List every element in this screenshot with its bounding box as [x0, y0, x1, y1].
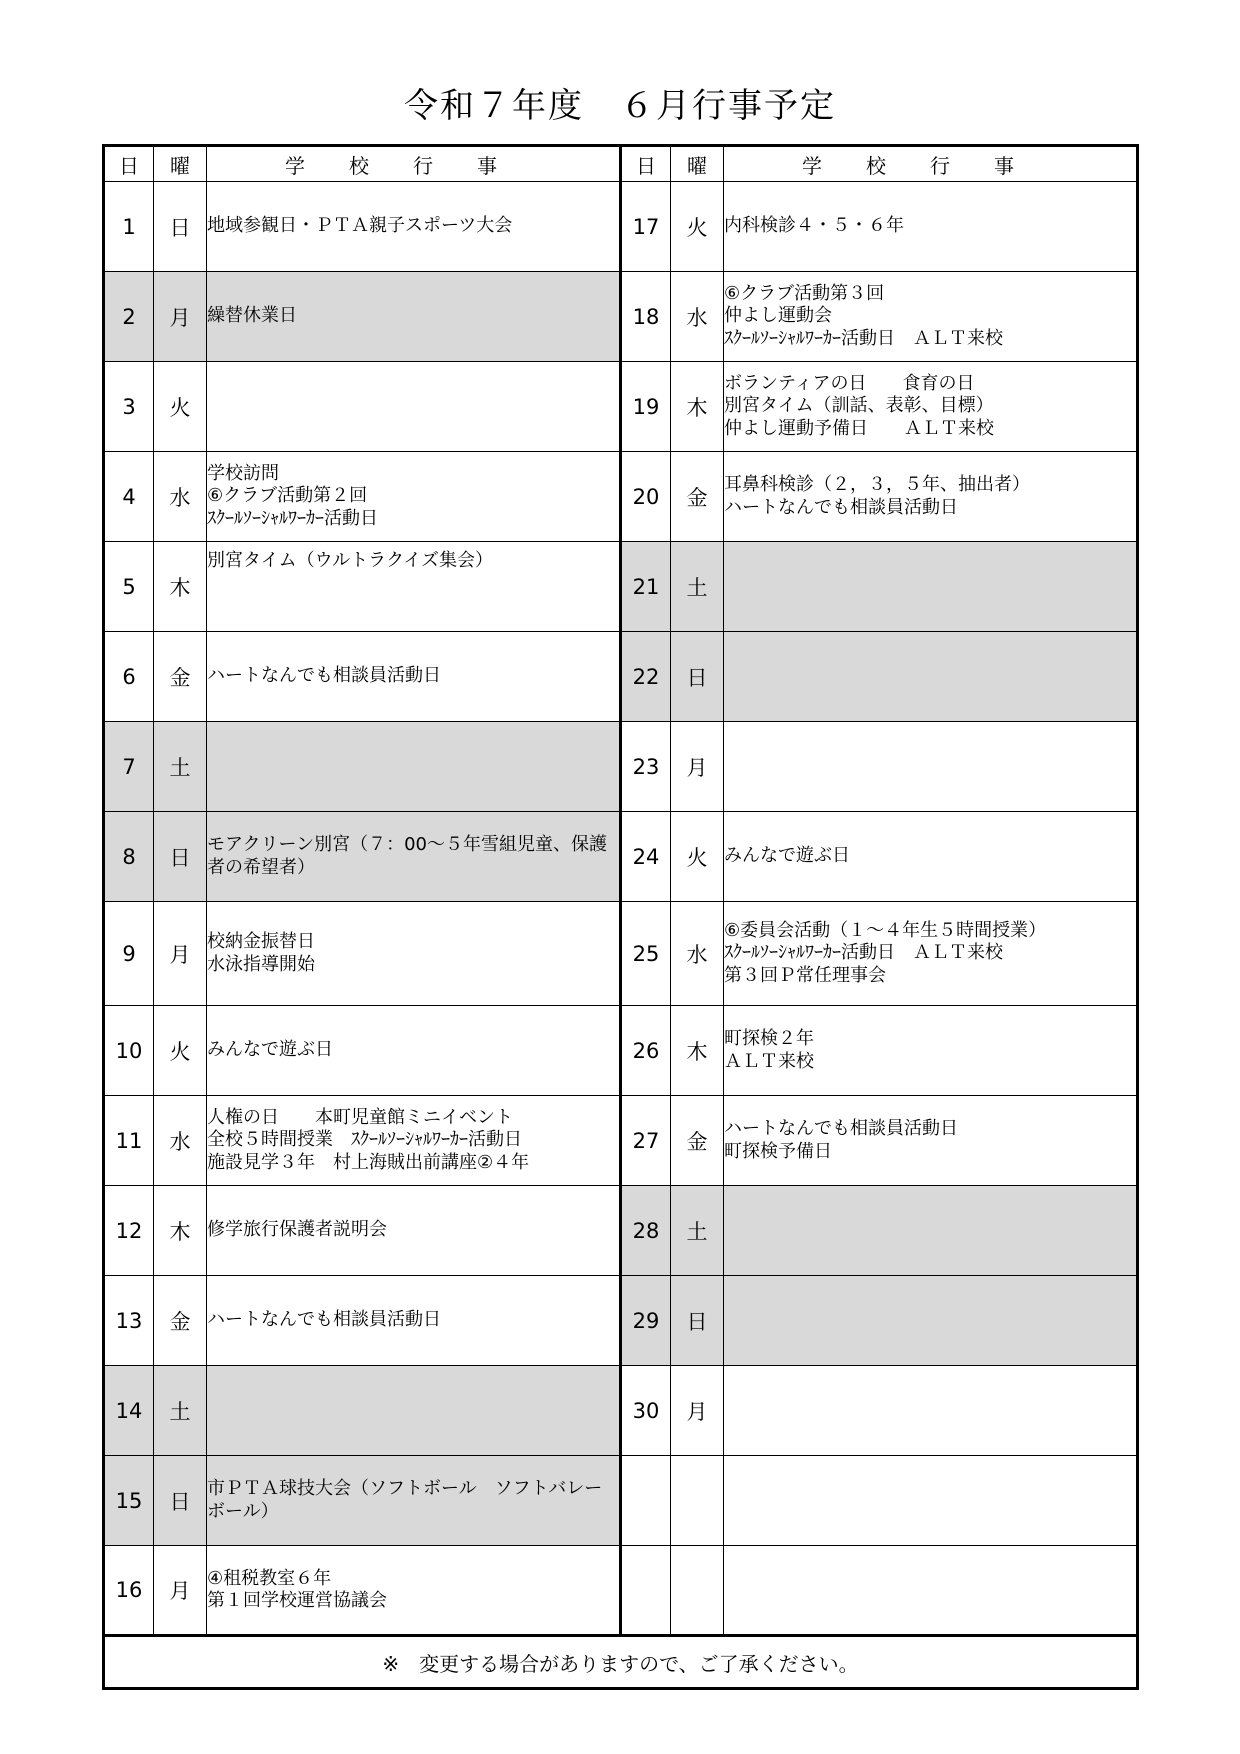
- weekday-cell: 水: [671, 272, 724, 362]
- day-cell: 27: [621, 1096, 671, 1186]
- event-cell: 内科検診４・５・６年: [724, 182, 1138, 272]
- day-cell: 21: [621, 542, 671, 632]
- event-cell: [207, 1366, 621, 1456]
- day-cell: 12: [104, 1186, 154, 1276]
- weekday-cell: 火: [671, 812, 724, 902]
- weekday-cell: 月: [154, 1546, 207, 1636]
- weekday-cell: 金: [671, 452, 724, 542]
- weekday-cell: 水: [154, 452, 207, 542]
- event-cell: ハートなんでも相談員活動日: [207, 1276, 621, 1366]
- event-cell: モアクリーン別宮（７：00～５年雪組児童、保護者の希望者）: [207, 812, 621, 902]
- weekday-cell: 金: [154, 1276, 207, 1366]
- header-day: 日: [104, 146, 154, 182]
- day-cell: 16: [104, 1546, 154, 1636]
- table-row: [104, 632, 1138, 722]
- event-cell: [724, 1276, 1138, 1366]
- day-cell: [621, 1456, 671, 1546]
- weekday-cell: 火: [671, 182, 724, 272]
- weekday-cell: 月: [671, 1366, 724, 1456]
- day-cell: 11: [104, 1096, 154, 1186]
- day-cell: 28: [621, 1186, 671, 1276]
- weekday-cell: 日: [154, 812, 207, 902]
- table-row: [104, 542, 1138, 632]
- weekday-cell: 日: [154, 182, 207, 272]
- weekday-cell: 金: [671, 1096, 724, 1186]
- event-cell: 修学旅行保護者説明会: [207, 1186, 621, 1276]
- event-cell: 町探検２年 ＡＬＴ来校: [724, 1006, 1138, 1096]
- table-row: [104, 362, 1138, 452]
- day-cell: 5: [104, 542, 154, 632]
- weekday-cell: 水: [154, 1096, 207, 1186]
- weekday-cell: 日: [154, 1456, 207, 1546]
- day-cell: 13: [104, 1276, 154, 1366]
- event-cell: [724, 632, 1138, 722]
- day-cell: 23: [621, 722, 671, 812]
- day-cell: 25: [621, 902, 671, 1006]
- event-cell: 校納金振替日 水泳指導開始: [207, 902, 621, 1006]
- event-cell: [724, 1456, 1138, 1546]
- day-cell: 1: [104, 182, 154, 272]
- weekday-cell: 月: [154, 902, 207, 1006]
- header-weekday: 曜: [671, 146, 724, 182]
- table-row: [104, 182, 1138, 272]
- weekday-cell: [671, 1546, 724, 1636]
- day-cell: 9: [104, 902, 154, 1006]
- day-cell: 15: [104, 1456, 154, 1546]
- table-row: [104, 1276, 1138, 1366]
- event-cell: ハートなんでも相談員活動日 町探検予備日: [724, 1096, 1138, 1186]
- event-cell: ボランティアの日 食育の日 別宮タイム（訓話、表彰、目標） 仲よし運動予備日 ＡＬＴ来校: [724, 362, 1138, 452]
- weekday-cell: 木: [154, 542, 207, 632]
- event-cell: みんなで遊ぶ日: [207, 1006, 621, 1096]
- table-row: [104, 1096, 1138, 1186]
- weekday-cell: 金: [154, 632, 207, 722]
- event-cell: 人権の日 本町児童館ミニイベント 全校５時間授業 ｽｸｰﾙｿｰｼｬﾙﾜｰｶｰ活動日 施設見学３年 村上海賊出前講座②４年: [207, 1096, 621, 1186]
- header-day: 日: [621, 146, 671, 182]
- day-cell: 8: [104, 812, 154, 902]
- event-cell: みんなで遊ぶ日: [724, 812, 1138, 902]
- event-cell: [207, 362, 621, 452]
- footer-note: ※ 変更する場合がありますので、ご了承ください。: [104, 1636, 1138, 1689]
- header-events: 学校行事: [207, 146, 621, 182]
- weekday-cell: 木: [154, 1186, 207, 1276]
- table-row: [104, 902, 1138, 1006]
- weekday-cell: 土: [154, 1366, 207, 1456]
- day-cell: 6: [104, 632, 154, 722]
- day-cell: 20: [621, 452, 671, 542]
- table-row: [104, 722, 1138, 812]
- table-row: [104, 812, 1138, 902]
- header-weekday: 曜: [154, 146, 207, 182]
- day-cell: 19: [621, 362, 671, 452]
- event-cell: [724, 1186, 1138, 1276]
- table-row: [104, 1186, 1138, 1276]
- table-row: [104, 272, 1138, 362]
- day-cell: 18: [621, 272, 671, 362]
- event-cell: 耳鼻科検診（２，３，５年、抽出者） ハートなんでも相談員活動日: [724, 452, 1138, 542]
- weekday-cell: 火: [154, 362, 207, 452]
- day-cell: 22: [621, 632, 671, 722]
- header-row: [104, 146, 1138, 182]
- event-cell: ⑥委員会活動（１～４年生５時間授業） ｽｸｰﾙｿｰｼｬﾙﾜｰｶｰ活動日 ＡＬＴ来校 第３回Ｐ常任理事会: [724, 902, 1138, 1006]
- weekday-cell: 土: [154, 722, 207, 812]
- page-title: 令和７年度 ６月行事予定: [404, 86, 836, 126]
- day-cell: 26: [621, 1006, 671, 1096]
- event-cell: 学校訪問 ⑥クラブ活動第２回 ｽｸｰﾙｿｰｼｬﾙﾜｰｶｰ活動日: [207, 452, 621, 542]
- event-cell: 地域参観日・ＰＴＡ親子スポーツ大会: [207, 182, 621, 272]
- day-cell: 24: [621, 812, 671, 902]
- weekday-cell: 月: [154, 272, 207, 362]
- day-cell: [621, 1546, 671, 1636]
- day-cell: 29: [621, 1276, 671, 1366]
- weekday-cell: 水: [671, 902, 724, 1006]
- weekday-cell: 木: [671, 362, 724, 452]
- event-cell: [724, 542, 1138, 632]
- event-cell: ⑥クラブ活動第３回 仲よし運動会 ｽｸｰﾙｿｰｼｬﾙﾜｰｶｰ活動日 ＡＬＴ来校: [724, 272, 1138, 362]
- event-cell: [724, 1366, 1138, 1456]
- header-events: 学校行事: [724, 146, 1138, 182]
- schedule-table: [102, 144, 1139, 1690]
- day-cell: 3: [104, 362, 154, 452]
- day-cell: 30: [621, 1366, 671, 1456]
- weekday-cell: 日: [671, 1276, 724, 1366]
- event-cell: [207, 722, 621, 812]
- weekday-cell: 木: [671, 1006, 724, 1096]
- event-cell: ④租税教室６年 第１回学校運営協議会: [207, 1546, 621, 1636]
- event-cell: 繰替休業日: [207, 272, 621, 362]
- table-row: [104, 1006, 1138, 1096]
- event-cell: 市ＰＴＡ球技大会（ソフトボール ソフトバレーボール）: [207, 1456, 621, 1546]
- day-cell: 2: [104, 272, 154, 362]
- event-cell: [724, 722, 1138, 812]
- event-cell: [724, 1546, 1138, 1636]
- weekday-cell: 土: [671, 542, 724, 632]
- day-cell: 10: [104, 1006, 154, 1096]
- day-cell: 7: [104, 722, 154, 812]
- weekday-cell: 火: [154, 1006, 207, 1096]
- weekday-cell: 日: [671, 632, 724, 722]
- day-cell: 4: [104, 452, 154, 542]
- table-row: [104, 1366, 1138, 1456]
- table-row: [104, 452, 1138, 542]
- weekday-cell: 土: [671, 1186, 724, 1276]
- table-row: [104, 1456, 1138, 1546]
- weekday-cell: 月: [671, 722, 724, 812]
- weekday-cell: [671, 1456, 724, 1546]
- day-cell: 14: [104, 1366, 154, 1456]
- event-cell: 別宮タイム（ウルトラクイズ集会）: [207, 542, 621, 632]
- table-row: [104, 1546, 1138, 1636]
- event-cell: ハートなんでも相談員活動日: [207, 632, 621, 722]
- day-cell: 17: [621, 182, 671, 272]
